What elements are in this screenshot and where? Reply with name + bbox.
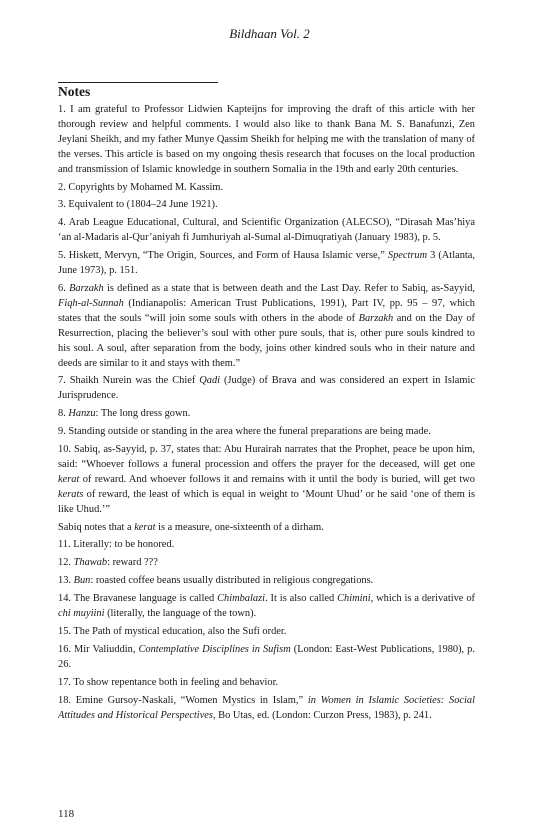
- note-item: [58, 374, 475, 404]
- note-italic-text: Thawab: [73, 557, 108, 569]
- note-text: , Bo Utas, ed. (London: Curzon Press, 1983), p. 241.: [212, 709, 432, 721]
- note-text: (literally, the language of the town).: [104, 608, 257, 620]
- note-text: is defined as a state that is between death and the Last Day. Refer to Sabiq, as-Sayyid,: [103, 282, 475, 294]
- note-text: and on the Day of Resurrection, placing the believer’s soul with other pure souls, that is, other pure souls kindred to his soul. A soul, after separation from the body, joins other kindred souls who in their nature and deeds are similar to it and stays with them.”: [58, 312, 475, 369]
- note-item: [58, 538, 475, 553]
- note-text: 12.: [58, 557, 74, 569]
- note-item: [58, 443, 475, 518]
- note-italic-text: Bun: [73, 575, 91, 587]
- notes-heading: Notes: [58, 84, 91, 99]
- running-header: Bildhaan Vol. 2: [229, 26, 310, 41]
- note-text: 14. The Bravanese language is called: [58, 593, 218, 605]
- note-italic-text: Barzakh: [358, 312, 394, 324]
- note-item: [58, 181, 475, 196]
- note-text: : reward ???: [107, 557, 158, 569]
- note-text: (Judge) of Brava and was considered an expert in Islamic Jurisprudence.: [58, 375, 475, 402]
- note-italic-text: kerat: [58, 473, 80, 485]
- note-text: 11. Literally: to be honored.: [58, 539, 175, 551]
- note-text: 15. The Path of mystical education, also the Sufi order.: [58, 626, 287, 637]
- note-text: : The long dress gown.: [95, 408, 191, 420]
- note-italic-text: chi muyiini: [58, 608, 105, 620]
- note-item: [58, 625, 475, 640]
- page-number: 118: [58, 808, 75, 820]
- note-item: [58, 556, 475, 571]
- note-text: 8.: [58, 408, 69, 420]
- note-text: 1. I am grateful to Professor Lidwien Kapteijns for improving the draft of this article with her thorough review and helpful comments. I would also like to thank Bana M. S. Banafunzi, Zen Jeylani Sheikh, and my father Munye Qassim Sheikh for helping me with the translation of many of the verses. This article is based on my ongoing thesis research that focuses on the local production and transmission of Islamic knowledge in southern Somalia in the 19th and early 20th centuries.: [58, 104, 475, 175]
- note-text: is a measure, one-sixteenth of a dirham.: [155, 521, 324, 533]
- note-text: 2. Copyrights by Mohamed M. Kassim.: [58, 181, 224, 193]
- note-item: [58, 425, 475, 440]
- note-text: (London: East-West Publications, 1980), p. 26.: [58, 643, 475, 670]
- note-text: 3 (Atlanta, June 1973), p. 151.: [58, 250, 475, 277]
- note-italic-text: Barzakh: [69, 282, 104, 294]
- note-text: 18. Emine Gursoy-Naskali, “Women Mystics in Islam,”: [58, 694, 308, 706]
- note-text: Sabiq notes that a: [58, 521, 135, 533]
- notes-rule: [58, 82, 218, 83]
- note-italic-text: Chimini: [337, 593, 371, 605]
- note-italic-text: Spectrum: [387, 250, 428, 262]
- note-italic-text: Contemplative Disciplines in Sufism: [138, 643, 291, 655]
- note-item: [58, 282, 475, 371]
- note-text: 3. Equivalent to (1804–24 June 1921).: [58, 199, 218, 211]
- note-text: of reward. And whoever follows it and remains with it until the body is buried, will get two: [79, 473, 475, 485]
- note-text: : roasted coffee beans usually distributed in religious congregations.: [90, 575, 374, 587]
- note-item: [58, 592, 475, 622]
- note-text: of reward, the least of which is equal in weight to ‘Mount Uhud’ or he said ‘one of them is like Uhud.’”: [58, 488, 475, 515]
- note-italic-text: Qadi: [199, 375, 221, 387]
- note-italic-text: Fiqh-al-Sunnah: [58, 297, 124, 309]
- note-item: [58, 521, 475, 536]
- note-italic-text: kerats: [58, 488, 84, 500]
- note-item: [58, 249, 475, 279]
- note-text: 5. Hiskett, Mervyn, “The Origin, Sources, and Form of Hausa Islamic verse,”: [58, 250, 388, 262]
- note-text: (Indianapolis: American Trust Publications, 1991), Part IV, pp. 95 – 97, which states that the souls “will join some souls with others in the abode of: [58, 297, 475, 324]
- note-text: 7. Shaikh Nurein was the Chief: [58, 375, 200, 387]
- note-item: [58, 574, 475, 589]
- note-item: [58, 198, 475, 213]
- note-text: 16. Mir Valiuddin,: [58, 643, 139, 655]
- notes-list: [58, 103, 475, 726]
- note-italic-text: kerat: [134, 521, 156, 533]
- note-item: [58, 216, 475, 246]
- note-text: 13.: [58, 575, 74, 587]
- note-text: 4. Arab League Educational, Cultural, and Scientific Organization (ALECSO), “Dirasah Mas’hiya ‘an al-Madaris al-Qur’aniyah fi Jumhuriyah al-Sumal al-Dimuqratiyah (January 1983), p. 5.: [58, 217, 475, 244]
- note-item: [58, 676, 475, 691]
- note-text: 6.: [58, 282, 70, 294]
- note-item: [58, 694, 475, 724]
- note-item: [58, 643, 475, 673]
- note-text: 17. To show repentance both in feeling and behavior.: [58, 676, 279, 688]
- note-text: 10. Sabiq, as-Sayyid, p. 37, states that: Abu Hurairah narrates that the Prophet, peace be upon him, said: “Whoever follows a funeral procession and offers the prayer for the deceased, will get one: [58, 444, 475, 470]
- note-item: [58, 103, 475, 178]
- note-italic-text: Hanzu: [68, 408, 96, 420]
- note-italic-text: Chimbalazi: [217, 593, 265, 605]
- note-item: [58, 407, 475, 422]
- note-text: , which is a derivative of: [370, 593, 475, 605]
- note-text: . It is also called: [265, 593, 338, 605]
- note-italic-text: in Women in Islamic Societies: Social Attitudes and Historical Perspectives: [58, 694, 475, 721]
- note-text: 9. Standing outside or standing in the area where the funeral preparations are being made.: [58, 426, 431, 438]
